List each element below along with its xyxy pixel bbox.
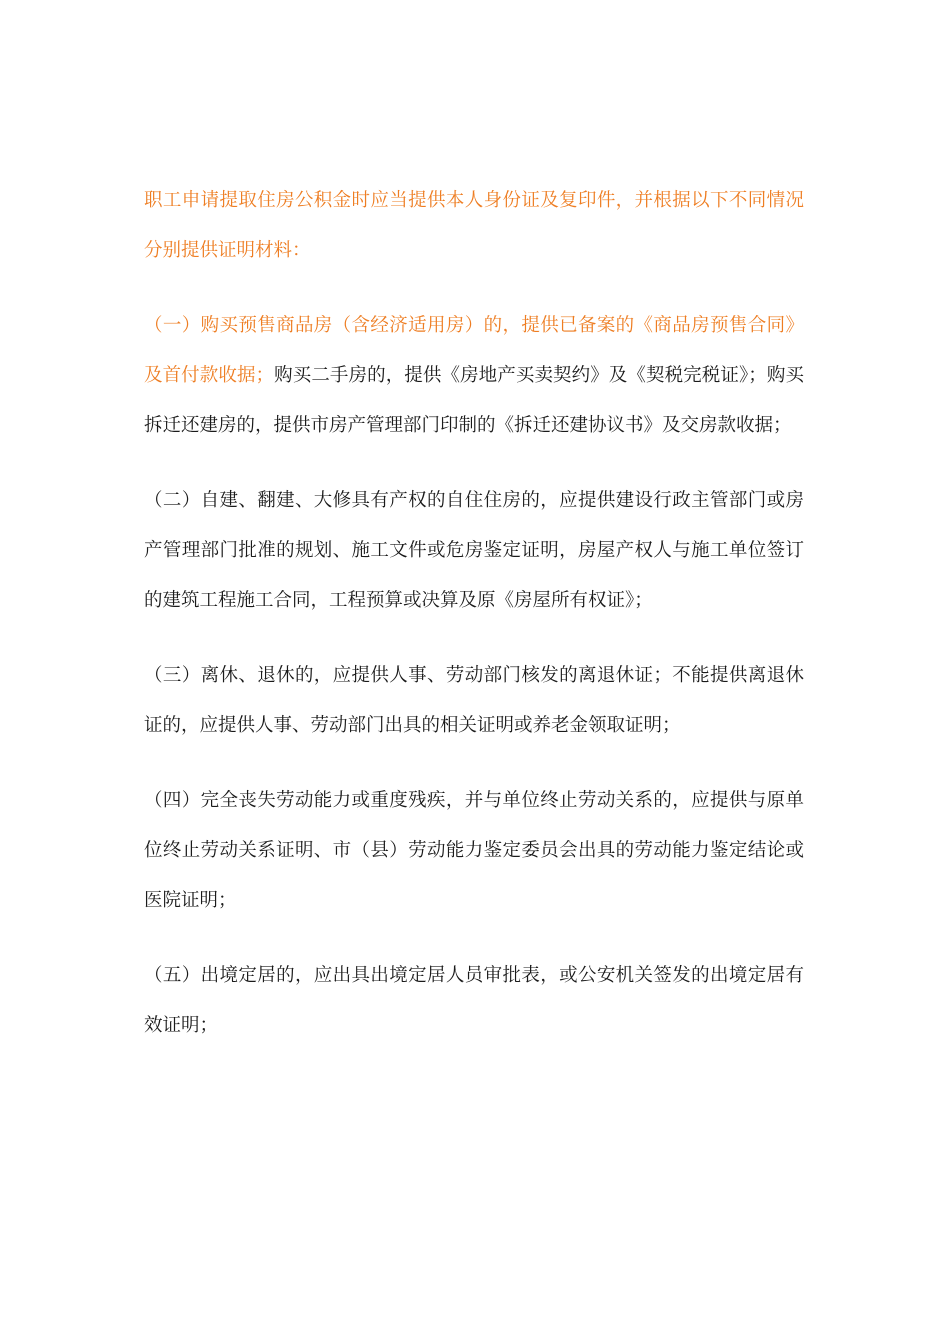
document-body xyxy=(144,176,804,1076)
item-1-highlighted-text: （一）购买预售商品房（含经济适用房）的，提供已备案的《商品房预售合同》及首付款收据； xyxy=(144,315,804,386)
item-5-text: （五）出境定居的，应出具出境定居人员审批表，或公安机关签发的出境定居有效证明； xyxy=(144,965,804,1036)
item-paragraph-5 xyxy=(144,951,804,1051)
item-paragraph-4 xyxy=(144,776,804,926)
item-3-text: （三）离休、退休的，应提供人事、劳动部门核发的离退休证；不能提供离退休证的，应提供人事、劳动部门出具的相关证明或养老金领取证明； xyxy=(144,665,804,736)
item-2-text: （二）自建、翻建、大修具有产权的自住住房的，应提供建设行政主管部门或房产管理部门批准的规划、施工文件或危房鉴定证明，房屋产权人与施工单位签订的建筑工程施工合同，工程预算或决算及原《房屋所有权证》； xyxy=(144,490,804,611)
intro-paragraph: 职工申请提取住房公积金时应当提供本人身份证及复印件，并根据以下不同情况分别提供证明材料： xyxy=(144,190,804,261)
item-1-text: 购买二手房的，提供《房地产买卖契约》及《契税完税证》；购买拆迁还建房的，提供市房产管理部门印制的《拆迁还建协议书》及交房款收据； xyxy=(144,365,804,436)
item-paragraph-3 xyxy=(144,651,804,751)
item-paragraph-2 xyxy=(144,476,804,626)
item-4-text: （四）完全丧失劳动能力或重度残疾，并与单位终止劳动关系的，应提供与原单位终止劳动关系证明、市（县）劳动能力鉴定委员会出具的劳动能力鉴定结论或医院证明； xyxy=(144,790,804,911)
item-paragraph-1 xyxy=(144,301,804,451)
